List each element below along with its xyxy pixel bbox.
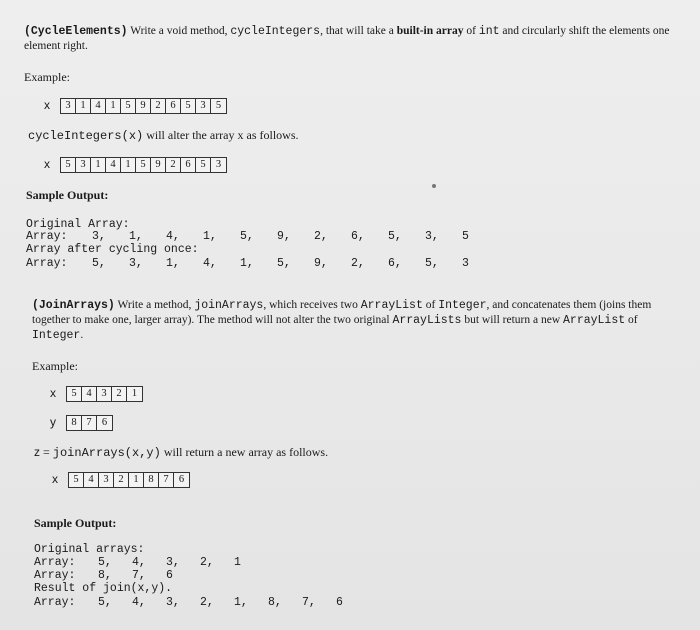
output-value: 2, xyxy=(314,230,328,243)
array-cell: 1 xyxy=(131,388,138,399)
array-cell: 1 xyxy=(121,158,136,172)
array-cell: 1 xyxy=(129,473,144,487)
output-value: 5, xyxy=(98,596,112,609)
join-result-row xyxy=(98,596,370,609)
cycle-array-after xyxy=(60,157,227,173)
output-value: 5, xyxy=(98,556,112,569)
output-value: 1, xyxy=(129,230,143,243)
join-result-array xyxy=(68,472,190,488)
join-tag: (JoinArrays) xyxy=(32,299,115,312)
cycle-example-label: Example: xyxy=(24,70,70,84)
output-value: 2, xyxy=(351,257,365,270)
output-value: 1, xyxy=(234,596,248,609)
array-cell: 2 xyxy=(112,387,127,401)
array-cell: 2 xyxy=(151,99,166,113)
array-cell: 3 xyxy=(76,158,91,172)
output-value: 1, xyxy=(203,230,217,243)
join-method-name: joinArrays xyxy=(194,299,264,312)
output-value: 4, xyxy=(132,556,146,569)
cycle-output-line3: Array after cycling once: xyxy=(26,243,199,256)
output-value: 5, xyxy=(277,257,291,270)
output-value: 4, xyxy=(166,230,180,243)
cycle-x-label-2: x xyxy=(44,157,50,171)
array-cell: 8 xyxy=(144,473,159,487)
output-value: 5, xyxy=(388,230,402,243)
array-cell: 4 xyxy=(106,158,121,172)
array-cell: 5 xyxy=(121,99,136,113)
join-y-row xyxy=(98,569,200,582)
output-value: 9, xyxy=(277,230,291,243)
output-value: 7, xyxy=(132,569,146,582)
output-value: 3, xyxy=(166,556,180,569)
cycle-x-label: x xyxy=(44,98,50,112)
stray-dot xyxy=(432,184,436,188)
join-output-line1: Original arrays: xyxy=(34,543,145,556)
cycle-output-row2 xyxy=(92,257,499,270)
array-cell: 5 xyxy=(67,387,82,401)
array-cell: 8 xyxy=(67,416,82,430)
output-value: 3, xyxy=(425,230,439,243)
join-x-row xyxy=(98,556,268,569)
cycle-call: cycleIntegers(x) xyxy=(28,129,144,143)
cycle-output-line1: Original Array: xyxy=(26,218,130,231)
array-cell: 7 xyxy=(159,473,174,487)
array-cell: 5 xyxy=(69,473,84,487)
output-value: 6, xyxy=(351,230,365,243)
output-value: 8, xyxy=(268,596,282,609)
output-value: 4, xyxy=(203,257,217,270)
cycle-array-before xyxy=(60,98,227,114)
output-value: 5, xyxy=(92,257,106,270)
join-example-label: Example: xyxy=(32,359,78,373)
array-cell: 2 xyxy=(114,473,129,487)
cycle-sample-output-heading: Sample Output: xyxy=(26,188,109,202)
array-cell: 7 xyxy=(82,416,97,430)
output-value: 9, xyxy=(314,257,328,270)
array-cell: 5 xyxy=(61,158,76,172)
output-value: 8, xyxy=(98,569,112,582)
array-cell: 3 xyxy=(97,387,112,401)
join-description: (JoinArrays) Write a method, joinArrays, which receives two ArrayList of Integer, and concatenates them (joins them together to make one, larger array). The method will not alter the two original ArrayLists but will return a new ArrayList of Integer. xyxy=(32,299,652,342)
output-value: 7, xyxy=(302,596,316,609)
join-x-array xyxy=(66,386,143,402)
join-y-array xyxy=(66,415,113,431)
output-value: 6 xyxy=(336,596,343,609)
array-cell: 6 xyxy=(178,474,185,485)
join-x-row-label: Array: xyxy=(34,556,76,569)
output-value: 1, xyxy=(166,257,180,270)
array-cell: 3 xyxy=(61,99,76,113)
output-value: 3, xyxy=(166,596,180,609)
array-cell: 5 xyxy=(196,158,211,172)
join-result-line: Result of join(x,y). xyxy=(34,582,173,595)
array-cell: 6 xyxy=(181,158,196,172)
cycle-method-name: cycleIntegers xyxy=(230,25,321,38)
array-cell: 5 xyxy=(215,100,222,111)
array-cell: 1 xyxy=(76,99,91,113)
join-sample-output-heading: Sample Output: xyxy=(34,516,117,530)
array-cell: 4 xyxy=(82,387,97,401)
output-value: 4, xyxy=(132,596,146,609)
join-call: joinArrays(x,y) xyxy=(52,446,161,460)
join-x-label: x xyxy=(50,386,56,400)
output-value: 6 xyxy=(166,569,173,582)
cycle-output-row2-label: Array: xyxy=(26,257,68,270)
array-cell: 3 xyxy=(99,473,114,487)
array-cell: 6 xyxy=(101,417,108,428)
output-value: 2, xyxy=(200,556,214,569)
array-cell: 9 xyxy=(151,158,166,172)
array-cell: 3 xyxy=(215,159,222,170)
output-value: 6, xyxy=(388,257,402,270)
output-value: 3, xyxy=(92,230,106,243)
output-value: 2, xyxy=(200,596,214,609)
array-cell: 5 xyxy=(136,158,151,172)
cycle-call-line: cycleIntegers(x) will alter the array x as follows. xyxy=(28,128,299,143)
array-cell: 1 xyxy=(106,99,121,113)
output-value: 1 xyxy=(234,556,241,569)
output-value: 5, xyxy=(240,230,254,243)
array-cell: 4 xyxy=(91,99,106,113)
output-value: 3 xyxy=(462,257,469,270)
array-cell: 5 xyxy=(181,99,196,113)
output-value: 5, xyxy=(425,257,439,270)
output-value: 5 xyxy=(462,230,469,243)
array-cell: 9 xyxy=(136,99,151,113)
cycle-tag: (CycleElements) xyxy=(24,25,128,38)
join-res-row-label: Array: xyxy=(34,596,76,609)
array-cell: 2 xyxy=(166,158,181,172)
join-y-label: y xyxy=(50,415,56,429)
cycle-output-row1-label: Array: xyxy=(26,230,68,243)
array-cell: 1 xyxy=(91,158,106,172)
cycle-description: (CycleElements) Write a void method, cycleIntegers, that will take a built-in array of int and circularly shift the elements one element right. xyxy=(24,25,670,52)
array-cell: 6 xyxy=(166,99,181,113)
output-value: 3, xyxy=(129,257,143,270)
join-y-row-label: Array: xyxy=(34,569,76,582)
array-cell: 3 xyxy=(196,99,211,113)
output-value: 1, xyxy=(240,257,254,270)
cycle-output-row1 xyxy=(92,230,499,243)
array-cell: 4 xyxy=(84,473,99,487)
join-call-line: z = joinArrays(x,y) will return a new array as follows. xyxy=(34,445,329,460)
join-z-label: z xyxy=(34,445,40,459)
join-result-label: x xyxy=(52,472,58,486)
